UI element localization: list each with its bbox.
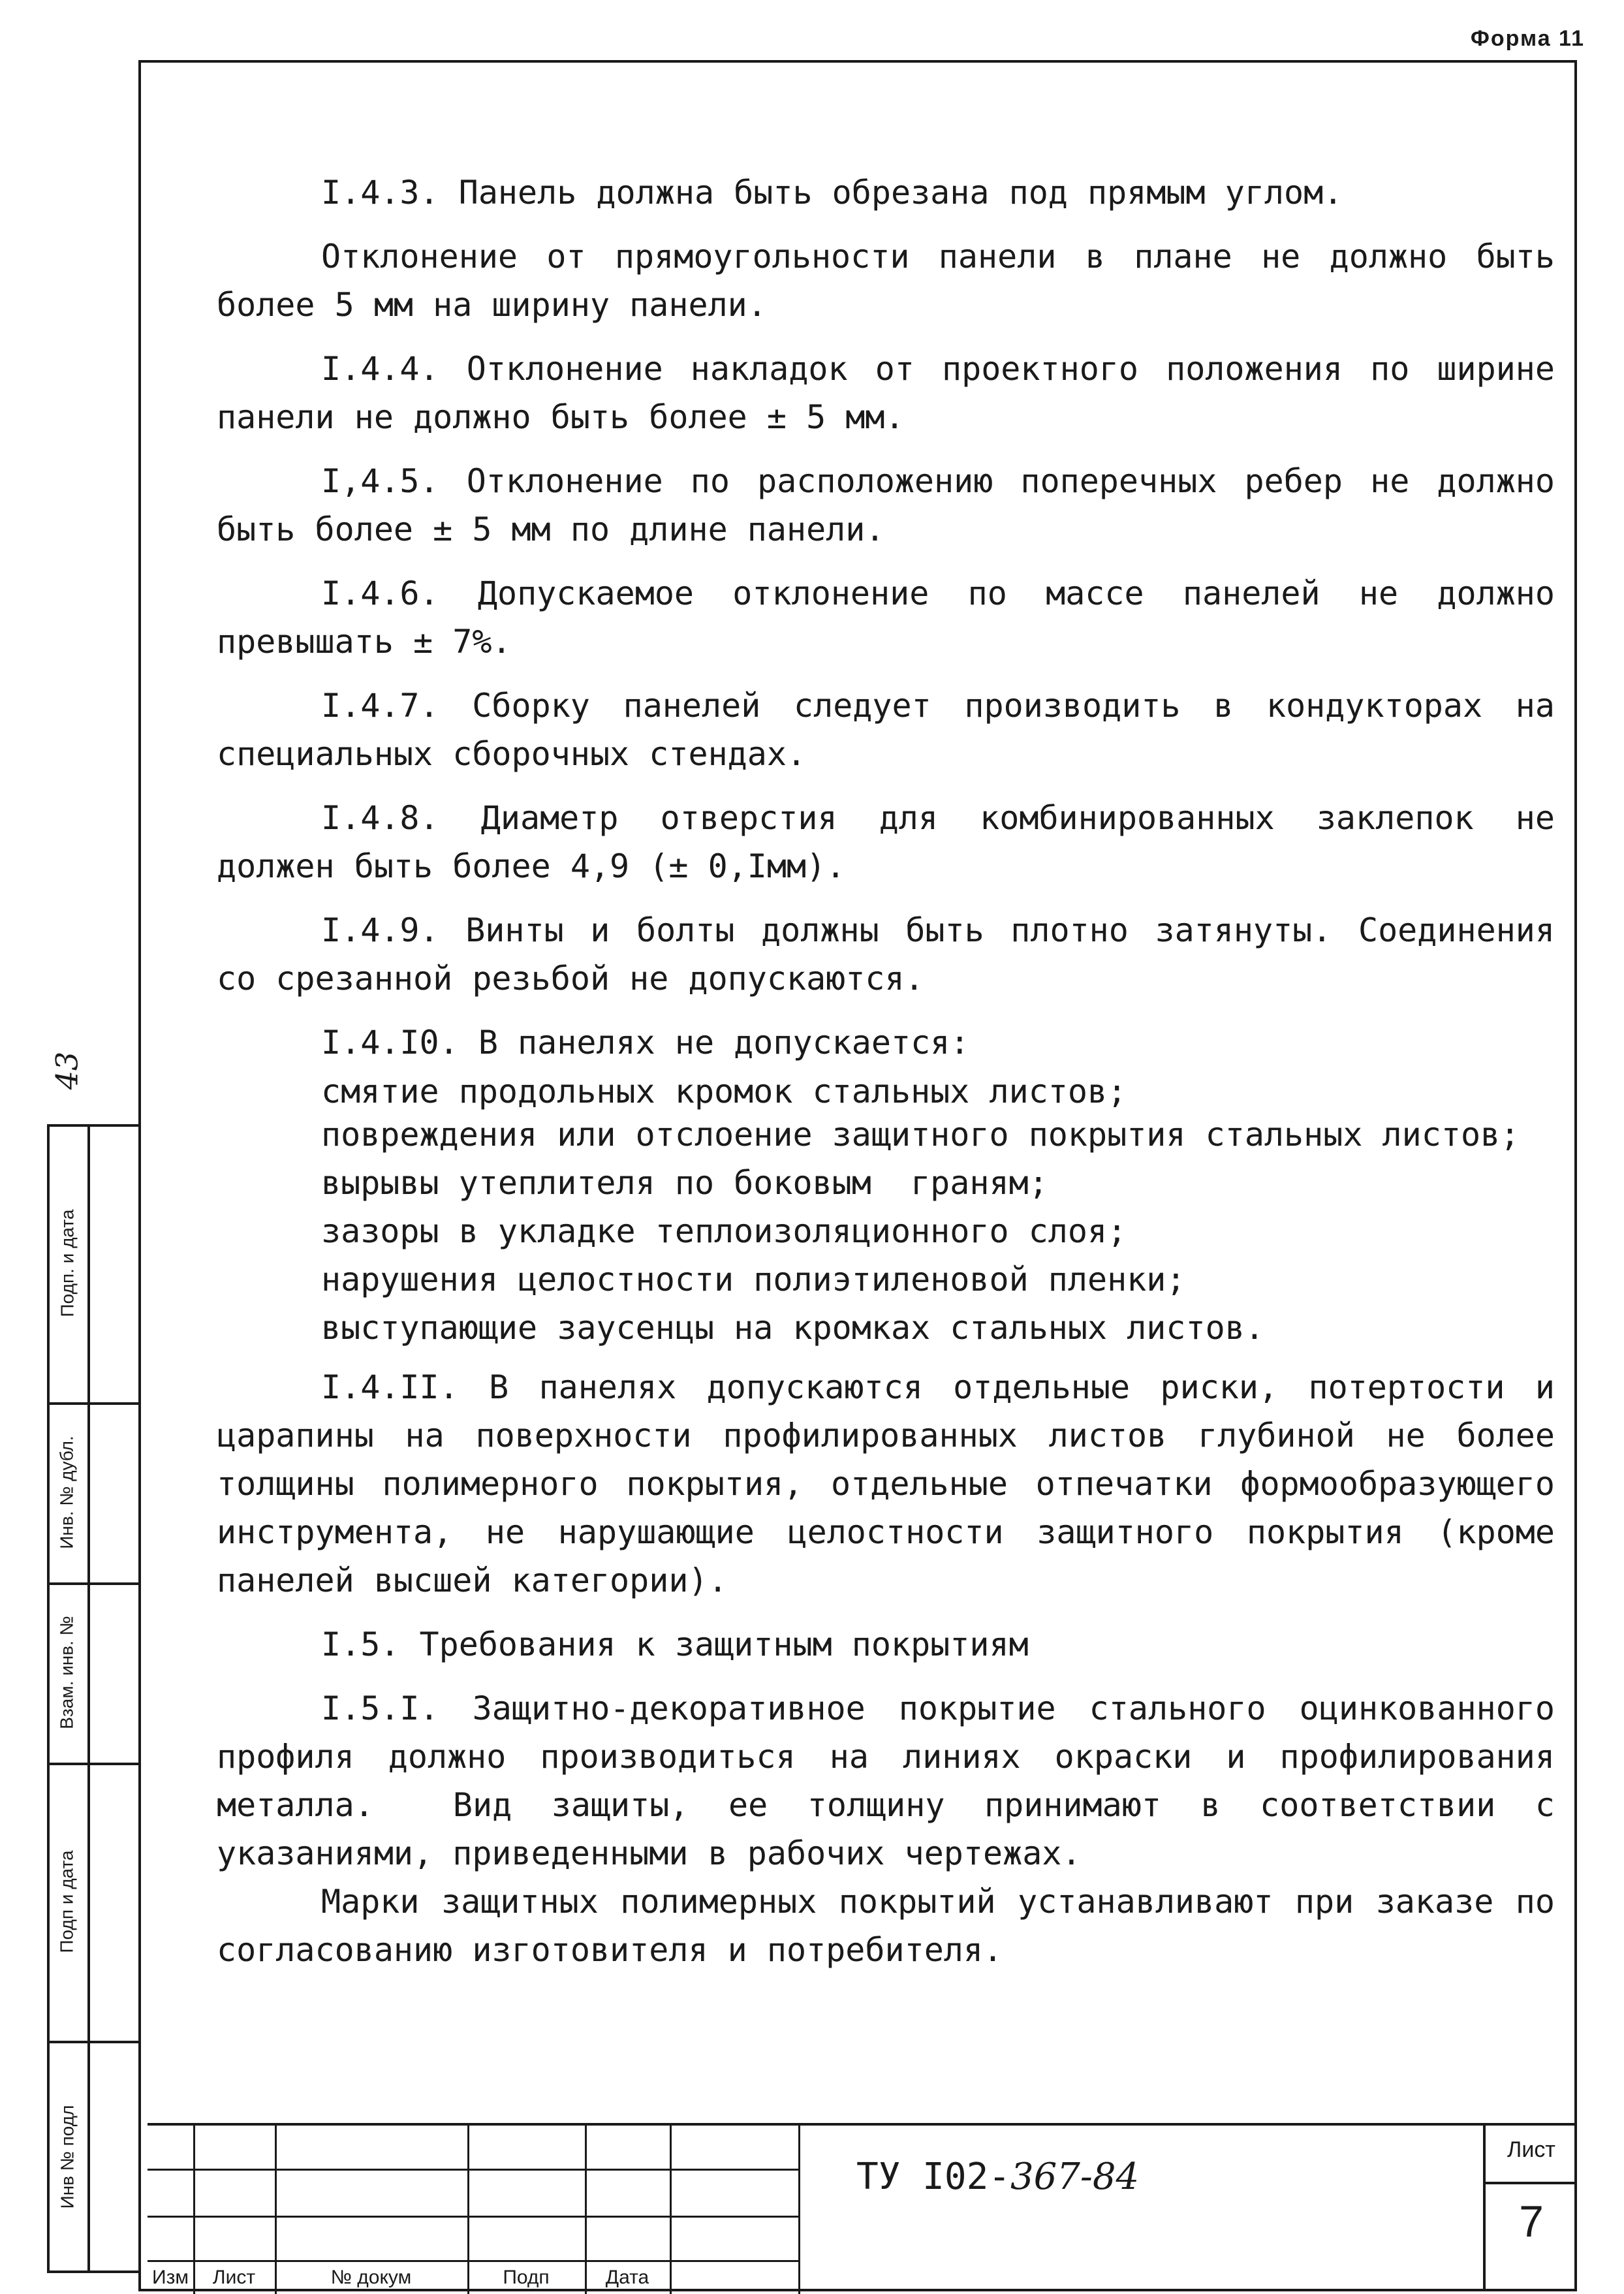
side-label-signature-date-2: Подп и дата [57,1850,78,1953]
revision-grid [148,2123,800,2294]
paragraph-1-4-11: I.4.II. В панелях допускаются отдельные риски, потертости и царапины на поверхности профилированных листов глубиной не более толщины полимерного покрытия, отдельные отпечатки формообразующего инструмента, не нарушающие целостности защитного покрытия (кроме панелей высшей категории). [217,1368,1575,1599]
column-header-sheet: Лист [212,2267,256,2288]
sheet-box [1483,2123,1577,2291]
column-header-signature: Подп [503,2267,550,2288]
list-item: повреждения или отслоение защитного покрытия стальных листов; [321,1116,1520,1154]
list-item: выступающие заусенцы на кромках стальных листов. [321,1309,1264,1347]
list-item: смятие продольных кромок стальных листов; [321,1073,1127,1110]
list-item: вырывы утеплителя по боковым граням; [321,1164,1048,1202]
paragraph-1-4-8: I.4.8. Диаметр отверстия для комбинированных заклепок не должен быть более 4,9 (± 0,Iмм). [217,799,1575,885]
section-heading-1-5: I.5. Требования к защитным покрытиям [321,1626,1029,1663]
inventory-signature: 43 [48,1051,84,1090]
paragraph-1-4-6: I.4.6. Допускаемое отклонение по массе панелей не должно превышать ± 7%. [217,574,1575,661]
side-label-signature-date: Подп. и дата [57,1209,77,1317]
list-item: зазоры в укладке теплоизоляционного слоя; [321,1212,1127,1250]
sheet-number: 7 [1519,2197,1544,2246]
paragraph-1-4-4: I.4.4. Отклонение накладок от проектного положения по ширине панели не должно быть более ± 5 мм. [217,350,1575,436]
paragraph-1-4-5: I,4.5. Отклонение по расположению поперечных ребер не должно быть более ± 5 мм по длине панели. [217,462,1575,548]
side-label-replacement-inv: Взам. инв. № [57,1616,77,1729]
paragraph-1-4-3-continued: Отклонение от прямоугольности панели в плане не должно быть более 5 мм на ширину панели. [217,238,1575,324]
paragraph-1-5-1-continued: Марки защитных полимерных покрытий устанавливают при заказе по согласованию изготовителя и потребителя. [217,1883,1575,1969]
side-label-duplicate-inv: Инв. № дубл. [57,1436,78,1549]
paragraph-1-4-9: I.4.9. Винты и болты должны быть плотно затянуты. Соединения со срезанной резьбой не допускаются. [217,911,1575,998]
column-header-change: Изм [152,2267,189,2288]
binding-strip [47,1124,138,2273]
side-label-original-inv: Инв № подл [57,2105,78,2209]
list-item: нарушения целостности полиэтиленовой пленки; [321,1261,1186,1298]
defects-list [217,1069,1555,1350]
paragraph-1-5-1: I.5.I. Защитно-декоративное покрытие стального оцинкованного профиля должно производиться на линиях окраски и профилирования металла. Вид защиты, ее толщину принимают в соответствии с указаниями, приведенными в рабочих чертежах. [217,1689,1575,1872]
title-block [138,2123,1577,2291]
document-body [217,168,1575,1990]
paragraph-1-4-3: I.4.3. Панель должна быть обрезана под прямым углом. [321,174,1343,212]
column-header-document: № докум [330,2267,412,2288]
column-header-date: Дата [605,2267,649,2288]
sheet-label: Лист [1507,2137,1555,2162]
form-label: Форма 11 [1470,26,1585,51]
document-code: ТУ I02-367-84 [856,2156,1140,2198]
paragraph-1-4-10: I.4.I0. В панелях не допускается: [321,1024,970,1061]
paragraph-1-4-7: I.4.7. Сборку панелей следует производить в кондукторах на специальных сборочных стендах. [217,687,1575,773]
